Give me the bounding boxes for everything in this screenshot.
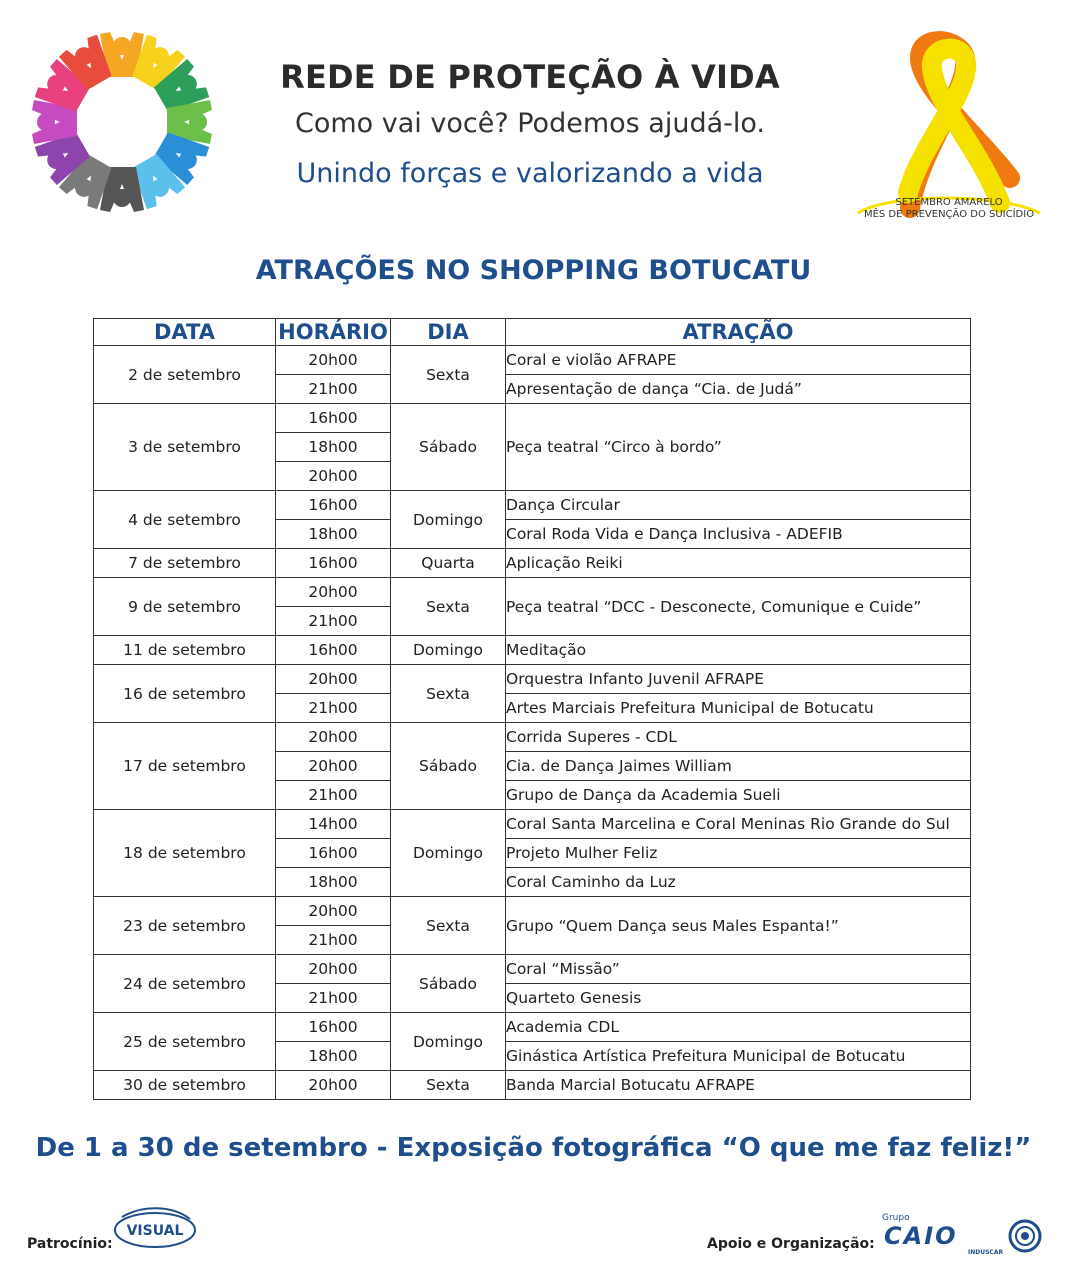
cell-date: 9 de setembro <box>94 578 276 636</box>
cell-attraction: Peça teatral “Circo à bordo” <box>506 404 971 491</box>
cell-attraction: Cia. de Dança Jaimes William <box>506 752 971 781</box>
cell-attraction: Meditação <box>506 636 971 665</box>
cell-time: 16h00 <box>276 404 391 433</box>
cell-time: 21h00 <box>276 926 391 955</box>
cell-attraction: Coral Caminho da Luz <box>506 868 971 897</box>
cell-date: 30 de setembro <box>94 1071 276 1100</box>
table-row <box>94 810 971 839</box>
cell-time: 18h00 <box>276 868 391 897</box>
cell-time: 20h00 <box>276 1071 391 1100</box>
cell-attraction: Coral e violão AFRAPE <box>506 346 971 375</box>
cell-attraction: Banda Marcial Botucatu AFRAPE <box>506 1071 971 1100</box>
cell-attraction: Aplicação Reiki <box>506 549 971 578</box>
caio-org-logo <box>880 1210 1045 1258</box>
cell-day: Sábado <box>391 404 506 491</box>
cell-attraction: Academia CDL <box>506 1013 971 1042</box>
table-row <box>94 404 971 433</box>
cell-day: Domingo <box>391 491 506 549</box>
header-date: DATA <box>94 319 276 346</box>
table-row <box>94 491 971 520</box>
org-name-text: CAIO <box>884 1222 958 1250</box>
table-row <box>94 955 971 984</box>
page-title: REDE DE PROTEÇÃO À VIDA <box>280 58 780 96</box>
sponsor-name: VISUAL <box>126 1223 184 1239</box>
cell-time: 18h00 <box>276 433 391 462</box>
schedule-table <box>93 318 971 1100</box>
cell-date: 3 de setembro <box>94 404 276 491</box>
org-sub-text: INDUSCAR <box>968 1249 1004 1256</box>
cell-time: 20h00 <box>276 346 391 375</box>
cell-attraction: Projeto Mulher Feliz <box>506 839 971 868</box>
support-label: Apoio e Organização: <box>707 1236 875 1252</box>
table-row <box>94 723 971 752</box>
cell-time: 20h00 <box>276 723 391 752</box>
cell-date: 2 de setembro <box>94 346 276 404</box>
cell-day: Quarta <box>391 549 506 578</box>
cell-attraction: Peça teatral “DCC - Desconecte, Comunique e Cuide” <box>506 578 971 636</box>
cell-attraction: Coral Roda Vida e Dança Inclusiva - ADEFIB <box>506 520 971 549</box>
cell-time: 20h00 <box>276 462 391 491</box>
cell-date: 18 de setembro <box>94 810 276 897</box>
cell-time: 16h00 <box>276 636 391 665</box>
cell-time: 16h00 <box>276 491 391 520</box>
cell-time: 16h00 <box>276 839 391 868</box>
cell-attraction: Apresentação de dança “Cia. de Judá” <box>506 375 971 404</box>
cell-time: 20h00 <box>276 665 391 694</box>
schedule-body <box>94 346 971 1100</box>
exhibition-banner: De 1 a 30 de setembro - Exposição fotográfica “O que me faz feliz!” <box>35 1133 1032 1163</box>
cell-time: 16h00 <box>276 1013 391 1042</box>
cell-day: Sábado <box>391 723 506 810</box>
cell-time: 14h00 <box>276 810 391 839</box>
people-circle-logo <box>22 22 222 222</box>
cell-time: 18h00 <box>276 520 391 549</box>
table-row <box>94 897 971 926</box>
cell-time: 20h00 <box>276 955 391 984</box>
cell-day: Sábado <box>391 955 506 1013</box>
cell-time: 21h00 <box>276 694 391 723</box>
cell-day: Domingo <box>391 636 506 665</box>
page-tagline: Unindo forças e valorizando a vida <box>296 158 764 189</box>
header-day: DIA <box>391 319 506 346</box>
cell-attraction: Grupo “Quem Dança seus Males Espanta!” <box>506 897 971 955</box>
cell-attraction: Quarteto Genesis <box>506 984 971 1013</box>
cell-day: Domingo <box>391 810 506 897</box>
cell-date: 16 de setembro <box>94 665 276 723</box>
header-attraction: ATRAÇÃO <box>506 319 971 346</box>
cell-day: Sexta <box>391 897 506 955</box>
cell-time: 18h00 <box>276 1042 391 1071</box>
cell-time: 20h00 <box>276 578 391 607</box>
cell-day: Sexta <box>391 1071 506 1100</box>
cell-attraction: Artes Marciais Prefeitura Municipal de Botucatu <box>506 694 971 723</box>
cell-attraction: Orquestra Infanto Juvenil AFRAPE <box>506 665 971 694</box>
cell-time: 21h00 <box>276 984 391 1013</box>
cell-day: Sexta <box>391 578 506 636</box>
cell-time: 21h00 <box>276 781 391 810</box>
cell-attraction: Coral “Missão” <box>506 955 971 984</box>
cell-attraction: Corrida Superes - CDL <box>506 723 971 752</box>
table-row <box>94 549 971 578</box>
cell-day: Sexta <box>391 346 506 404</box>
cell-time: 20h00 <box>276 752 391 781</box>
cell-attraction: Dança Circular <box>506 491 971 520</box>
table-row <box>94 665 971 694</box>
cell-time: 21h00 <box>276 375 391 404</box>
table-row <box>94 1071 971 1100</box>
table-row <box>94 346 971 375</box>
cell-time: 16h00 <box>276 549 391 578</box>
cell-date: 7 de setembro <box>94 549 276 578</box>
cell-date: 24 de setembro <box>94 955 276 1013</box>
table-header-row <box>94 319 971 346</box>
table-row <box>94 1013 971 1042</box>
header-time: HORÁRIO <box>276 319 391 346</box>
section-title: ATRAÇÕES NO SHOPPING BOTUCATU <box>255 255 812 286</box>
table-row <box>94 636 971 665</box>
org-group-text: Grupo <box>882 1213 910 1223</box>
cell-date: 25 de setembro <box>94 1013 276 1071</box>
cell-time: 21h00 <box>276 607 391 636</box>
visual-sponsor-logo <box>112 1205 198 1251</box>
cell-attraction: Grupo de Dança da Academia Sueli <box>506 781 971 810</box>
cell-date: 4 de setembro <box>94 491 276 549</box>
cell-day: Sexta <box>391 665 506 723</box>
cell-attraction: Ginástica Artística Prefeitura Municipal de Botucatu <box>506 1042 971 1071</box>
ribbon-caption-line2: MÊS DE PREVENÇÃO DO SUICÍDIO <box>863 209 1035 220</box>
table-row <box>94 578 971 607</box>
cell-date: 11 de setembro <box>94 636 276 665</box>
cell-date: 17 de setembro <box>94 723 276 810</box>
cell-day: Domingo <box>391 1013 506 1071</box>
cell-date: 23 de setembro <box>94 897 276 955</box>
ribbon-caption-line1: SETEMBRO AMARELO <box>895 197 1003 208</box>
cell-time: 20h00 <box>276 897 391 926</box>
ribbon-caption <box>850 197 1048 221</box>
sponsor-label: Patrocínio: <box>27 1236 113 1252</box>
page-subtitle: Como vai você? Podemos ajudá-lo. <box>294 108 766 139</box>
cell-attraction: Coral Santa Marcelina e Coral Meninas Rio Grande do Sul <box>506 810 971 839</box>
